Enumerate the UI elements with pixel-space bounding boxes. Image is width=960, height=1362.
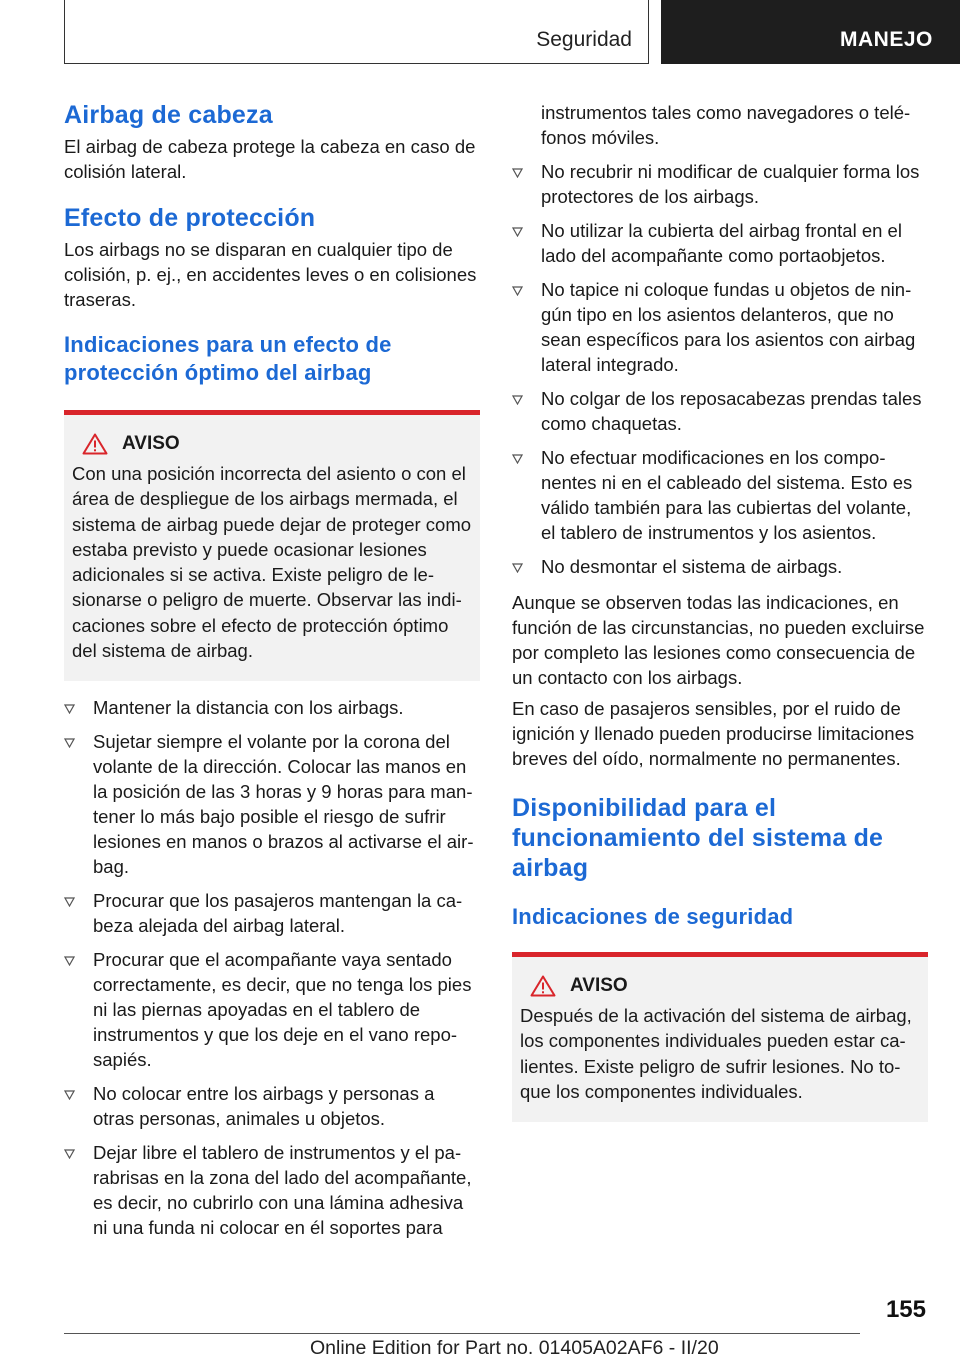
paragraph-efecto-proteccion: Los airbags no se disparan en cualquier tipo de colisión, p. ej., en accidentes leves o en colisiones traseras. — [64, 239, 477, 310]
left-column — [64, 100, 480, 1249]
list-item: No recubrir ni modificar de cualquier forma los protectores de los airbags. — [512, 159, 928, 209]
triangle-bullet-icon — [512, 395, 523, 405]
list-item: No efectuar modificaciones en los componentes ni en el cableado del sistema. Esto es válido también para las cubiertas del volante, el tablero de instrumentos y los asientos. — [512, 445, 928, 545]
warning-text: Después de la activación del sistema de airbag, los componentes individuales pueden estar calientes. Existe peligro de sufrir lesiones. No toque los componentes individuales. — [520, 1005, 912, 1102]
heading-disponibilidad: Disponibilidad para el funcionamiento del sistema de airbag — [512, 794, 884, 882]
heading-indicaciones-seguridad: Indicaciones de seguridad — [512, 904, 794, 929]
list-item: No tapice ni coloque fundas u objetos de ningún tipo en los asientos delanteros, que no sean específicos para los asientos con airbag lateral integrado. — [512, 277, 928, 377]
right-column — [512, 100, 928, 1122]
triangle-bullet-icon — [512, 168, 523, 178]
triangle-bullet-icon — [512, 563, 523, 573]
list-item: No colocar entre los airbags y personas a otras personas, animales u objetos. — [64, 1081, 480, 1131]
heading-indicaciones-efecto: Indicaciones para un efecto de protección óptimo del airbag — [64, 332, 392, 385]
header-chapter-tab: MANEJO — [661, 0, 960, 64]
heading-airbag-cabeza: Airbag de cabeza — [64, 101, 273, 129]
warning-box — [64, 410, 480, 681]
paragraph-airbag-cabeza: El airbag de cabeza protege la cabeza en caso de colisión lateral. — [64, 136, 476, 182]
triangle-bullet-icon — [64, 738, 75, 748]
list-item: Mantener la distancia con los airbags. — [64, 695, 480, 720]
page-number: 155 — [885, 1296, 926, 1323]
list-item: No colgar de los reposacabezas prendas tales como chaquetas. — [512, 386, 928, 436]
list-item: Procurar que el acompañante vaya sentado correctamente, es decir, que no tenga los pies ni las piernas apoyadas en el tablero de instrumentos y que los deje en el vano reposapiés. — [64, 947, 480, 1072]
bullet-list-left — [64, 695, 480, 1240]
triangle-bullet-icon — [64, 956, 75, 966]
warning-text: Con una posición incorrecta del asiento o con el área de despliegue de los airbags mermada, el sistema de airbag puede dejar de proteger como estaba previsto y puede ocasionar lesiones adicionales si se activa. Existe peligro de lesionarse o peligro de muerte. Observar las indicaciones sobre el efecto de protección óptimo del sistema de airbag. — [72, 463, 472, 662]
bullet-list-right — [512, 159, 928, 579]
warning-box — [512, 952, 928, 1122]
triangle-bullet-icon — [64, 1149, 75, 1159]
triangle-bullet-icon — [512, 227, 523, 237]
paragraph-lesiones: Aunque se observen todas las indicaciones, en función de las circunstancias, no pueden excluirse por completo las lesiones como consecuencia de un contacto con los airbags. — [512, 592, 925, 688]
footer-divider — [64, 1333, 860, 1334]
warning-triangle-icon — [530, 975, 556, 997]
warning-triangle-icon — [82, 433, 108, 455]
triangle-bullet-icon — [512, 286, 523, 296]
triangle-bullet-icon — [512, 454, 523, 464]
header-section-title: Seguridad — [536, 28, 632, 51]
warning-title: AVISO — [122, 433, 180, 454]
footer-edition: Online Edition for Part no. 01405A02AF6 - II/20 — [310, 1337, 719, 1359]
warning-title: AVISO — [570, 975, 628, 996]
list-item: No desmontar el sistema de airbags. — [512, 554, 928, 579]
triangle-bullet-icon — [64, 897, 75, 907]
triangle-bullet-icon — [64, 704, 75, 714]
heading-efecto-proteccion: Efecto de protección — [64, 204, 316, 232]
paragraph-pasajeros-sensibles: En caso de pasajeros sensibles, por el ruido de ignición y llenado pueden producirse limitaciones breves del oído, normalmente no permanentes. — [512, 698, 915, 769]
list-item: No utilizar la cubierta del airbag frontal en el lado del acompañante como portaobjetos. — [512, 218, 928, 268]
list-item-continuation: instrumentos tales como navegadores o teléfonos móviles. — [541, 102, 911, 148]
list-item: Dejar libre el tablero de instrumentos y el parabrisas en la zona del lado del acompañante, es decir, no cubrirlo con una lámina adhesiva ni una funda ni colocar en él soportes para — [64, 1140, 480, 1240]
list-item: Sujetar siempre el volante por la corona del volante de la dirección. Colocar las manos en la posición de las 3 horas y 9 horas para mantener lo más bajo posible el riesgo de sufrir lesiones en manos o brazos al activarse el airbag. — [64, 729, 480, 879]
list-item: Procurar que los pasajeros mantengan la cabeza alejada del airbag lateral. — [64, 888, 480, 938]
triangle-bullet-icon — [64, 1090, 75, 1100]
